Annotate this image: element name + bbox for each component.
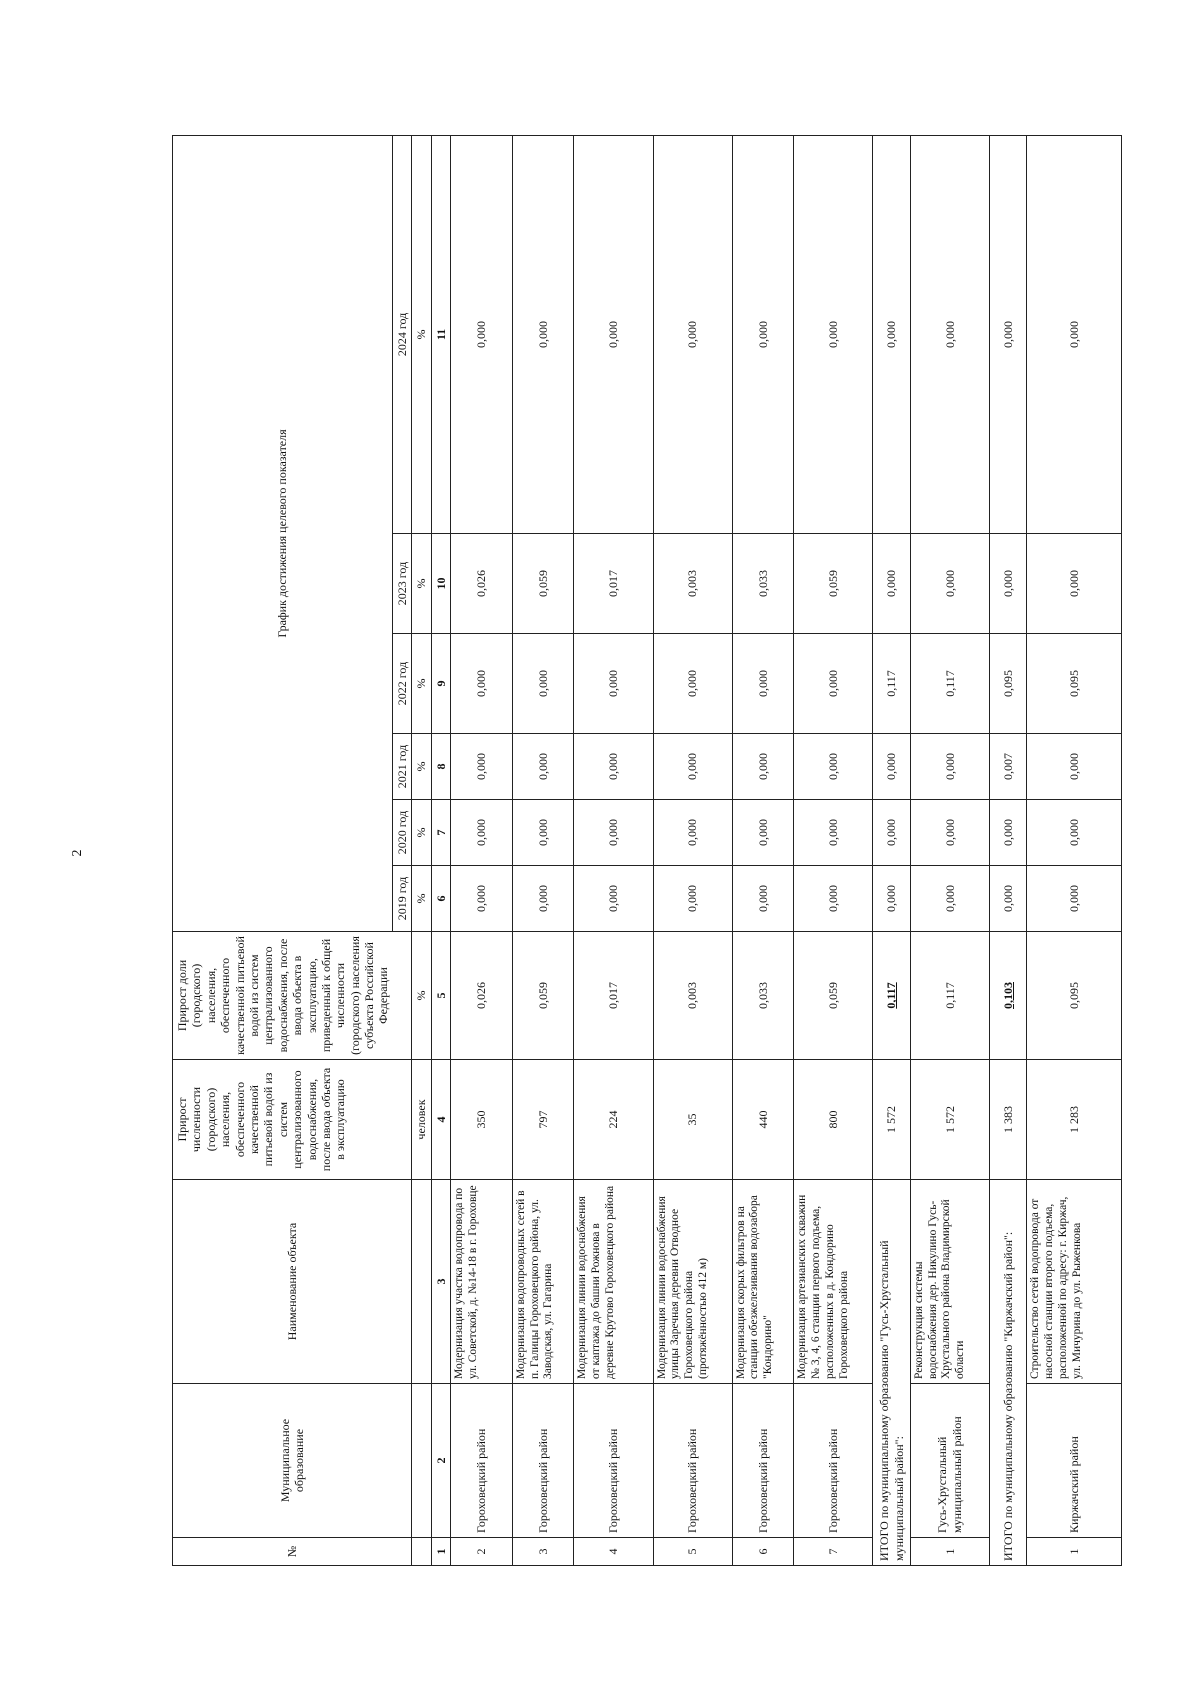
header-year-2024: 2024 год bbox=[393, 135, 412, 533]
table-row bbox=[1027, 135, 1122, 1565]
total-2021: 0,000 bbox=[873, 734, 910, 800]
row-municipality: Гороховецкий район bbox=[451, 1384, 513, 1538]
row-2023: 0,000 bbox=[910, 534, 989, 634]
unit-percent: % bbox=[412, 135, 431, 533]
table-row bbox=[653, 135, 732, 1565]
total-2019: 0,000 bbox=[873, 866, 910, 932]
row-2020: 0,000 bbox=[574, 800, 653, 866]
row-population: 350 bbox=[451, 1060, 513, 1180]
colnum-8: 8 bbox=[431, 734, 450, 800]
row-object: Модернизация линии водоснабжения улицы Заречная деревни Отводное Гороховецкого района (протяжённостью 412 м) bbox=[653, 1180, 732, 1384]
total-2022: 0,095 bbox=[989, 634, 1026, 734]
header-year-2021: 2021 год bbox=[393, 734, 412, 800]
unit-empty bbox=[412, 1538, 431, 1566]
row-municipality: Гороховецкий район bbox=[574, 1384, 653, 1538]
row-object: Модернизация артезианских скважин № 3, 4, 6 станции первого подъема, расположенных в д. Кондорино Гороховецкого района bbox=[794, 1180, 873, 1384]
row-object: Строительство сетей водопровода от насосной станции второго подъема, расположенной по адресу: г. Киржач, ул. Мичурина до ул. Рыженкова bbox=[1027, 1180, 1122, 1384]
row-2022: 0,095 bbox=[1027, 634, 1122, 734]
unit-percent: % bbox=[412, 800, 431, 866]
colnum-11: 11 bbox=[431, 135, 450, 533]
header-year-2019: 2019 год bbox=[393, 866, 412, 932]
row-2024: 0,000 bbox=[512, 135, 574, 533]
unit-percent: % bbox=[412, 734, 431, 800]
row-2023: 0,026 bbox=[451, 534, 513, 634]
page-number: 2 bbox=[70, 849, 85, 857]
row-population: 224 bbox=[574, 1060, 653, 1180]
row-2020: 0,000 bbox=[794, 800, 873, 866]
row-population: 800 bbox=[794, 1060, 873, 1180]
total-2023: 0,000 bbox=[989, 534, 1026, 634]
row-population: 1 572 bbox=[910, 1060, 989, 1180]
total-population: 1 383 bbox=[989, 1060, 1026, 1180]
row-object: Модернизация скорых фильтров на станции обезжелезивания водозабора "Кондорино" bbox=[732, 1180, 794, 1384]
row-num: 1 bbox=[1027, 1538, 1122, 1566]
header-share: Прирост доли (городского) населения, обеспеченного качественной питьевой водой из систем централизованного водоснабжения, после ввода объекта в эксплуатацию, приведенный к общей численности (городского) населения субъекта Российской Федерации bbox=[173, 932, 412, 1060]
header-year-2023: 2023 год bbox=[393, 534, 412, 634]
row-num: 2 bbox=[451, 1538, 513, 1566]
row-share: 0,059 bbox=[512, 932, 574, 1060]
row-share: 0,003 bbox=[653, 932, 732, 1060]
row-2023: 0,017 bbox=[574, 534, 653, 634]
total-label: ИТОГО по муниципальному образованию "Киржачский район": bbox=[989, 1180, 1026, 1566]
row-2021: 0,000 bbox=[732, 734, 794, 800]
row-2023: 0,000 bbox=[1027, 534, 1122, 634]
row-2020: 0,000 bbox=[1027, 800, 1122, 866]
target-indicator-table bbox=[172, 135, 1122, 1566]
rotated-table-container bbox=[172, 136, 1122, 1566]
row-population: 1 283 bbox=[1027, 1060, 1122, 1180]
total-share: 0,103 bbox=[989, 932, 1026, 1060]
table-row bbox=[512, 135, 574, 1565]
unit-percent: % bbox=[412, 932, 431, 1060]
total-2019: 0,000 bbox=[989, 866, 1026, 932]
row-2022: 0,000 bbox=[451, 634, 513, 734]
row-population: 35 bbox=[653, 1060, 732, 1180]
row-2022: 0,000 bbox=[732, 634, 794, 734]
row-share: 0,117 bbox=[910, 932, 989, 1060]
colnum-7: 7 bbox=[431, 800, 450, 866]
row-municipality: Гороховецкий район bbox=[512, 1384, 574, 1538]
row-num: 4 bbox=[574, 1538, 653, 1566]
row-share: 0,017 bbox=[574, 932, 653, 1060]
row-2023: 0,059 bbox=[512, 534, 574, 634]
row-2019: 0,000 bbox=[574, 866, 653, 932]
unit-percent: % bbox=[412, 866, 431, 932]
row-municipality: Гусь-Хрустальный муниципальный район bbox=[910, 1384, 989, 1538]
table-row bbox=[574, 135, 653, 1565]
total-row bbox=[989, 135, 1026, 1565]
row-2023: 0,033 bbox=[732, 534, 794, 634]
total-2024: 0,000 bbox=[873, 135, 910, 533]
row-2020: 0,000 bbox=[653, 800, 732, 866]
colnum-5: 5 bbox=[431, 932, 450, 1060]
table-row bbox=[451, 135, 513, 1565]
unit-empty bbox=[412, 1384, 431, 1538]
total-label: ИТОГО по муниципальному образованию "Гусь-Хрустальный муниципальный район": bbox=[873, 1180, 910, 1566]
row-2020: 0,000 bbox=[732, 800, 794, 866]
row-2020: 0,000 bbox=[512, 800, 574, 866]
row-municipality: Гороховецкий район bbox=[653, 1384, 732, 1538]
row-2022: 0,117 bbox=[910, 634, 989, 734]
colnum-1: 1 bbox=[431, 1538, 450, 1566]
header-num: № bbox=[173, 1538, 412, 1566]
total-2024: 0,000 bbox=[989, 135, 1026, 533]
row-2021: 0,000 bbox=[1027, 734, 1122, 800]
row-num: 6 bbox=[732, 1538, 794, 1566]
unit-empty bbox=[412, 1180, 431, 1384]
row-2019: 0,000 bbox=[732, 866, 794, 932]
header-year-2020: 2020 год bbox=[393, 800, 412, 866]
row-2022: 0,000 bbox=[512, 634, 574, 734]
row-2022: 0,000 bbox=[794, 634, 873, 734]
row-2021: 0,000 bbox=[512, 734, 574, 800]
row-2024: 0,000 bbox=[451, 135, 513, 533]
row-municipality: Гороховецкий район bbox=[732, 1384, 794, 1538]
row-2019: 0,000 bbox=[794, 866, 873, 932]
colnum-6: 6 bbox=[431, 866, 450, 932]
row-2021: 0,000 bbox=[794, 734, 873, 800]
row-population: 440 bbox=[732, 1060, 794, 1180]
table-row bbox=[910, 135, 989, 1565]
table-row bbox=[732, 135, 794, 1565]
total-2022: 0,117 bbox=[873, 634, 910, 734]
row-2023: 0,003 bbox=[653, 534, 732, 634]
row-2019: 0,000 bbox=[1027, 866, 1122, 932]
row-2024: 0,000 bbox=[574, 135, 653, 533]
row-num: 5 bbox=[653, 1538, 732, 1566]
unit-people: человек bbox=[412, 1060, 431, 1180]
table-row bbox=[794, 135, 873, 1565]
total-2020: 0,000 bbox=[989, 800, 1026, 866]
row-2024: 0,000 bbox=[732, 135, 794, 533]
row-municipality: Гороховецкий район bbox=[794, 1384, 873, 1538]
colnum-4: 4 bbox=[431, 1060, 450, 1180]
colnum-9: 9 bbox=[431, 634, 450, 734]
row-2023: 0,059 bbox=[794, 534, 873, 634]
row-municipality: Киржачский район bbox=[1027, 1384, 1122, 1538]
row-2019: 0,000 bbox=[512, 866, 574, 932]
header-object: Наименование объекта bbox=[173, 1180, 412, 1384]
header-municipality: Муниципальное образование bbox=[173, 1384, 412, 1538]
row-share: 0,059 bbox=[794, 932, 873, 1060]
row-num: 7 bbox=[794, 1538, 873, 1566]
row-2019: 0,000 bbox=[653, 866, 732, 932]
row-2024: 0,000 bbox=[653, 135, 732, 533]
row-2021: 0,000 bbox=[451, 734, 513, 800]
row-2022: 0,000 bbox=[574, 634, 653, 734]
row-2019: 0,000 bbox=[451, 866, 513, 932]
row-2021: 0,000 bbox=[653, 734, 732, 800]
row-share: 0,026 bbox=[451, 932, 513, 1060]
colnum-2: 2 bbox=[431, 1384, 450, 1538]
total-row bbox=[873, 135, 910, 1565]
colnum-10: 10 bbox=[431, 534, 450, 634]
unit-percent: % bbox=[412, 534, 431, 634]
row-2024: 0,000 bbox=[1027, 135, 1122, 533]
row-object: Модернизация водопроводных сетей в п. Галицы Гороховецкого района, ул. Заводская, ул. Гагарина bbox=[512, 1180, 574, 1384]
total-population: 1 572 bbox=[873, 1060, 910, 1180]
header-population: Прирост численности (городского) населения, обеспеченного качественной питьевой водой из систем централизованного водоснабжения, после ввода объекта в эксплуатацию bbox=[173, 1060, 412, 1180]
row-object: Модернизация участка водопровода по ул. Советской, д. №14-18 в г. Гороховце bbox=[451, 1180, 513, 1384]
unit-percent: % bbox=[412, 634, 431, 734]
total-2020: 0,000 bbox=[873, 800, 910, 866]
row-2019: 0,000 bbox=[910, 866, 989, 932]
row-population: 797 bbox=[512, 1060, 574, 1180]
row-2020: 0,000 bbox=[910, 800, 989, 866]
row-object: Реконструкция системы водоснабжения дер. Никулино Гусь-Хрустального района Владимирской области bbox=[910, 1180, 989, 1384]
row-object: Модернизация линии водоснабжения от каптажа до башни Рожнова в деревне Крутово Гороховецкого района bbox=[574, 1180, 653, 1384]
row-num: 1 bbox=[910, 1538, 989, 1566]
row-share: 0,095 bbox=[1027, 932, 1122, 1060]
row-2022: 0,000 bbox=[653, 634, 732, 734]
row-share: 0,033 bbox=[732, 932, 794, 1060]
row-2024: 0,000 bbox=[910, 135, 989, 533]
total-share: 0,117 bbox=[873, 932, 910, 1060]
row-2021: 0,000 bbox=[574, 734, 653, 800]
row-2020: 0,000 bbox=[451, 800, 513, 866]
total-2021: 0,007 bbox=[989, 734, 1026, 800]
row-num: 3 bbox=[512, 1538, 574, 1566]
header-year-2022: 2022 год bbox=[393, 634, 412, 734]
colnum-3: 3 bbox=[431, 1180, 450, 1384]
row-2021: 0,000 bbox=[910, 734, 989, 800]
row-2024: 0,000 bbox=[794, 135, 873, 533]
total-2023: 0,000 bbox=[873, 534, 910, 634]
header-schedule: График достижения целевого показателя bbox=[173, 135, 393, 931]
